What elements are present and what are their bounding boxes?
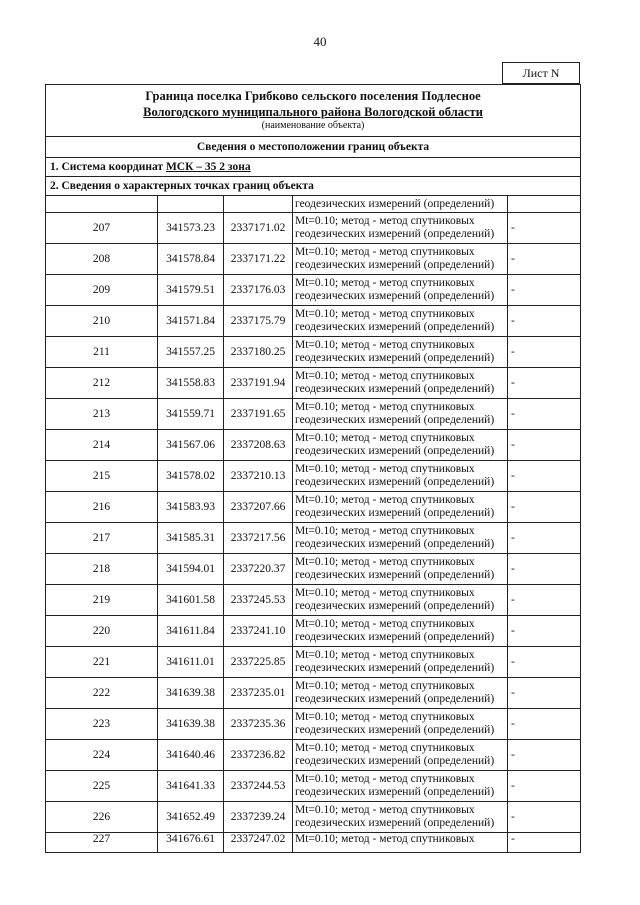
- extra-cell: -: [508, 306, 581, 337]
- method-line-2: геодезических измерений (определений): [295, 321, 495, 333]
- method-cell: [293, 337, 508, 368]
- method-line-1: Mt=0.10; метод - метод спутниковых: [295, 246, 475, 258]
- points-header-row: [46, 177, 581, 196]
- coord-x: 341567.06: [158, 430, 224, 461]
- coord-y: 2337236.82: [224, 740, 293, 771]
- coord-x: 341578.02: [158, 461, 224, 492]
- continuation-y-cell: [224, 196, 293, 213]
- method-cell: [293, 678, 508, 709]
- point-number: 227: [46, 833, 158, 853]
- method-cell: [293, 492, 508, 523]
- coord-x: 341557.25: [158, 337, 224, 368]
- point-number: 211: [46, 337, 158, 368]
- coord-x: 341579.51: [158, 275, 224, 306]
- method-cell: [293, 213, 508, 244]
- extra-cell: -: [508, 616, 581, 647]
- coord-y: 2337239.24: [224, 802, 293, 833]
- table-row: [46, 306, 581, 337]
- method-cell: [293, 244, 508, 275]
- continuation-method-cell: геодезических измерений (определений): [293, 196, 508, 213]
- point-number: 207: [46, 213, 158, 244]
- coord-system-cell: [46, 158, 581, 177]
- boundary-table: [45, 84, 581, 853]
- page-number: 40: [313, 34, 327, 49]
- method-line-1: Mt=0.10; метод - метод спутниковых: [295, 401, 475, 413]
- method-line-2: геодезических измерений (определений): [295, 228, 495, 240]
- method-line-2: геодезических измерений (определений): [295, 538, 495, 550]
- coord-y: 2337244.53: [224, 771, 293, 802]
- method-cell: [293, 802, 508, 833]
- method-line-2: геодезических измерений (определений): [295, 662, 495, 674]
- extra-cell: -: [508, 244, 581, 275]
- method-line-2: геодезических измерений (определений): [295, 476, 495, 488]
- method-line-2: геодезических измерений (определений): [295, 724, 495, 736]
- method-line-1: Mt=0.10; метод - метод спутниковых: [295, 432, 475, 444]
- point-number: 215: [46, 461, 158, 492]
- table-row: [46, 585, 581, 616]
- table-row: [46, 554, 581, 585]
- extra-cell: -: [508, 585, 581, 616]
- coord-y: 2337245.53: [224, 585, 293, 616]
- coord-x: 341639.38: [158, 709, 224, 740]
- points-header: 2. Сведения о характерных точках границ объекта: [46, 177, 581, 196]
- coord-x: 341601.58: [158, 585, 224, 616]
- coord-system-row: [46, 158, 581, 177]
- point-number: 209: [46, 275, 158, 306]
- coord-y: 2337176.03: [224, 275, 293, 306]
- point-number: 216: [46, 492, 158, 523]
- method-cell: [293, 740, 508, 771]
- object-title-caption: (наименование объекта): [261, 120, 365, 131]
- coord-system-label: 1. Система координат: [50, 161, 166, 173]
- coord-y: 2337235.36: [224, 709, 293, 740]
- extra-cell: -: [508, 275, 581, 306]
- method-cell: [293, 616, 508, 647]
- coord-y: 2337171.22: [224, 244, 293, 275]
- table-row: [46, 616, 581, 647]
- table-row: [46, 275, 581, 306]
- method-line-2: геодезических измерений (определений): [295, 817, 495, 829]
- continuation-num-cell: [46, 196, 158, 213]
- point-number: 212: [46, 368, 158, 399]
- method-cell: [293, 523, 508, 554]
- extra-cell: -: [508, 647, 581, 678]
- point-number: 226: [46, 802, 158, 833]
- coord-x: 341639.38: [158, 678, 224, 709]
- method-line-2: геодезических измерений (определений): [295, 631, 495, 643]
- table-row: [46, 368, 581, 399]
- method-line-1: Mt=0.10; метод - метод спутниковых: [295, 463, 475, 475]
- coord-y: 2337235.01: [224, 678, 293, 709]
- method-cell: [293, 709, 508, 740]
- coord-y: 2337210.13: [224, 461, 293, 492]
- table-row: [46, 833, 581, 853]
- method-line-2: геодезических измерений (определений): [295, 290, 495, 302]
- method-line-1: Mt=0.10; метод - метод спутниковых: [295, 711, 475, 723]
- table-body: [46, 85, 581, 853]
- coord-x: 341585.31: [158, 523, 224, 554]
- coord-x: 341640.46: [158, 740, 224, 771]
- method-cell: [293, 833, 508, 853]
- coord-y: 2337217.56: [224, 523, 293, 554]
- method-cell: [293, 368, 508, 399]
- extra-cell: -: [508, 833, 581, 853]
- method-line-2: геодезических измерений (определений): [295, 600, 495, 612]
- coord-y: 2337175.79: [224, 306, 293, 337]
- method-line-1: Mt=0.10; метод - метод спутниковых: [295, 680, 475, 692]
- method-line-1: Mt=0.10; метод - метод спутниковых: [295, 277, 475, 289]
- coord-x: 341578.84: [158, 244, 224, 275]
- table-row: [46, 244, 581, 275]
- continuation-extra-cell: [508, 196, 581, 213]
- coord-y: 2337207.66: [224, 492, 293, 523]
- extra-cell: -: [508, 678, 581, 709]
- coord-x: 341611.84: [158, 616, 224, 647]
- method-cell: [293, 430, 508, 461]
- table-row: [46, 709, 581, 740]
- method-line-1: Mt=0.10; метод - метод спутниковых: [295, 649, 475, 661]
- table-row: [46, 399, 581, 430]
- point-number: 217: [46, 523, 158, 554]
- method-line-2: геодезических измерений (определений): [295, 507, 495, 519]
- coord-x: 341559.71: [158, 399, 224, 430]
- title-cell: [46, 85, 581, 137]
- method-cell: [293, 585, 508, 616]
- coord-x: 341611.01: [158, 647, 224, 678]
- method-line-2: геодезических измерений (определений): [295, 352, 495, 364]
- method-line-2: геодезических измерений (определений): [295, 693, 495, 705]
- table-row: [46, 461, 581, 492]
- method-line-1: Mt=0.10; метод - метод спутниковых: [295, 742, 475, 754]
- method-line-1: Mt=0.10; метод - метод спутниковых: [295, 618, 475, 630]
- continuation-x-cell: [158, 196, 224, 213]
- method-cell: [293, 771, 508, 802]
- extra-cell: -: [508, 554, 581, 585]
- extra-cell: -: [508, 492, 581, 523]
- extra-cell: -: [508, 771, 581, 802]
- extra-cell: -: [508, 802, 581, 833]
- method-line-2: геодезических измерений (определений): [295, 259, 495, 271]
- object-title-line2: Вологодского муниципального района Вологодской области: [143, 105, 483, 119]
- coord-system-value: МСК – 35 2 зона: [165, 161, 251, 173]
- extra-cell: -: [508, 461, 581, 492]
- method-line-2: геодезических измерений (определений): [295, 414, 495, 426]
- point-number: 218: [46, 554, 158, 585]
- method-line-1: Mt=0.10; метод - метод спутниковых: [295, 494, 475, 506]
- method-line-1: Mt=0.10; метод - метод спутниковых: [295, 556, 475, 568]
- method-line-1: Mt=0.10; метод - метод спутниковых: [295, 525, 475, 537]
- method-line-2: геодезических измерений (определений): [295, 383, 495, 395]
- point-number: 222: [46, 678, 158, 709]
- method-line-1: Mt=0.10; метод - метод спутниковых: [295, 833, 475, 845]
- object-title-line1: Граница поселка Грибково сельского поселения Подлесное: [145, 89, 481, 103]
- method-line-1: Mt=0.10; метод - метод спутниковых: [295, 339, 475, 351]
- point-number: 213: [46, 399, 158, 430]
- extra-cell: -: [508, 399, 581, 430]
- title-row: [46, 85, 581, 137]
- coord-y: 2337191.65: [224, 399, 293, 430]
- method-line-2: геодезических измерений (определений): [295, 786, 495, 798]
- point-number: 224: [46, 740, 158, 771]
- method-line-1: Mt=0.10; метод - метод спутниковых: [295, 308, 475, 320]
- method-line-1: Mt=0.10; метод - метод спутниковых: [295, 773, 475, 785]
- table-row: [46, 430, 581, 461]
- coord-y: 2337220.37: [224, 554, 293, 585]
- extra-cell: -: [508, 709, 581, 740]
- method-cell: [293, 275, 508, 306]
- point-number: 210: [46, 306, 158, 337]
- method-line-1: Mt=0.10; метод - метод спутниковых: [295, 587, 475, 599]
- extra-cell: -: [508, 430, 581, 461]
- method-line-2: геодезических измерений (определений): [295, 755, 495, 767]
- section-row: [46, 137, 581, 158]
- coord-x: 341641.33: [158, 771, 224, 802]
- coord-y: 2337241.10: [224, 616, 293, 647]
- extra-cell: -: [508, 213, 581, 244]
- coord-x: 341652.49: [158, 802, 224, 833]
- coord-x: 341573.23: [158, 213, 224, 244]
- point-number: 219: [46, 585, 158, 616]
- point-number: 223: [46, 709, 158, 740]
- table-row: [46, 740, 581, 771]
- coord-y: 2337247.02: [224, 833, 293, 853]
- table-row: [46, 802, 581, 833]
- continuation-row: [46, 196, 581, 213]
- method-cell: [293, 554, 508, 585]
- coord-x: 341676.61: [158, 833, 224, 853]
- coord-x: 341594.01: [158, 554, 224, 585]
- point-number: 225: [46, 771, 158, 802]
- extra-cell: -: [508, 368, 581, 399]
- extra-cell: -: [508, 523, 581, 554]
- coord-y: 2337191.94: [224, 368, 293, 399]
- table-row: [46, 337, 581, 368]
- table-row: [46, 647, 581, 678]
- coord-x: 341558.83: [158, 368, 224, 399]
- table-row: [46, 213, 581, 244]
- method-cell: [293, 647, 508, 678]
- method-line-2: геодезических измерений (определений): [295, 569, 495, 581]
- method-line-1: Mt=0.10; метод - метод спутниковых: [295, 215, 475, 227]
- coord-y: 2337171.02: [224, 213, 293, 244]
- sheet-label: Лист N: [502, 62, 580, 84]
- extra-cell: -: [508, 740, 581, 771]
- coord-y: 2337180.25: [224, 337, 293, 368]
- method-cell: [293, 399, 508, 430]
- point-number: 220: [46, 616, 158, 647]
- coord-x: 341571.84: [158, 306, 224, 337]
- method-cell: [293, 306, 508, 337]
- point-number: 221: [46, 647, 158, 678]
- point-number: 214: [46, 430, 158, 461]
- coord-y: 2337208.63: [224, 430, 293, 461]
- extra-cell: -: [508, 337, 581, 368]
- table-row: [46, 771, 581, 802]
- table-row: [46, 492, 581, 523]
- table-row: [46, 678, 581, 709]
- coord-x: 341583.93: [158, 492, 224, 523]
- coord-y: 2337225.85: [224, 647, 293, 678]
- point-number: 208: [46, 244, 158, 275]
- method-line-2: геодезических измерений (определений): [295, 445, 495, 457]
- method-line-1: Mt=0.10; метод - метод спутниковых: [295, 370, 475, 382]
- section-title: Сведения о местоположении границ объекта: [46, 137, 581, 158]
- table-row: [46, 523, 581, 554]
- method-cell: [293, 461, 508, 492]
- method-line-1: Mt=0.10; метод - метод спутниковых: [295, 804, 475, 816]
